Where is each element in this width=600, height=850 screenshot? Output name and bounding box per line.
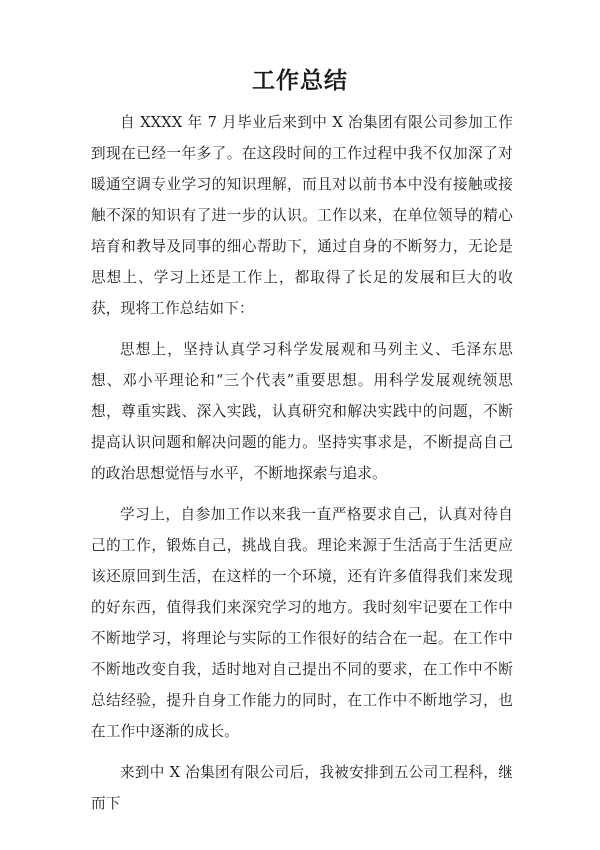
paragraph-work: 来到中 X 冶集团有限公司后，我被安排到五公司工程科，继而下: [91, 764, 513, 812]
paragraph-study: 学习上，自参加工作以来我一直严格要求自己，认真对待自己的工作，锻炼自己，挑战自我。理论来源于生活高于生活更应该还原回到生活，在这样的一个环境，还有许多值得我们来发现的好东西，值得我们来深究学习的地方。我时刻牢记要在工作中不断地学习，将理论与实际的工作很好的结合在一起。在工作中不断地改变自我，适时地对自己提出不同的要求，在工作中不断总结经验，提升自身工作能力的同时，在工作中不断地学习，也在工作中逐渐的成长。: [91, 506, 513, 740]
document-body: [91, 107, 513, 829]
paragraph-intro: 自 XXXX 年 7 月毕业后来到中 X 冶集团有限公司参加工作到现在已经一年多了。在这段时间的工作过程中我不仅加深了对暖通空调专业学习的知识理解，而且对以前书本中没有接触或接触不深的知识有了进一步的认识。工作以来，在单位领导的精心培育和教导及同事的细心帮助下，通过自身的不断努力，无论是思想上、学习上还是工作上，都取得了长足的发展和巨大的收获，现将工作总结如下：: [91, 114, 513, 317]
document-title: 工作总结: [252, 68, 348, 94]
paragraph-ideology: 思想上，坚持认真学习科学发展观和马列主义、毛泽东思想、邓小平理论和“三个代表”重要思想。用科学发展观统领思想，尊重实践、深入实践，认真研究和解决实践中的问题，不断提高认识问题和解决问题的能力。坚持实事求是，不断提高自己的政治思想觉悟与水平，不断地探索与追求。: [91, 341, 513, 482]
